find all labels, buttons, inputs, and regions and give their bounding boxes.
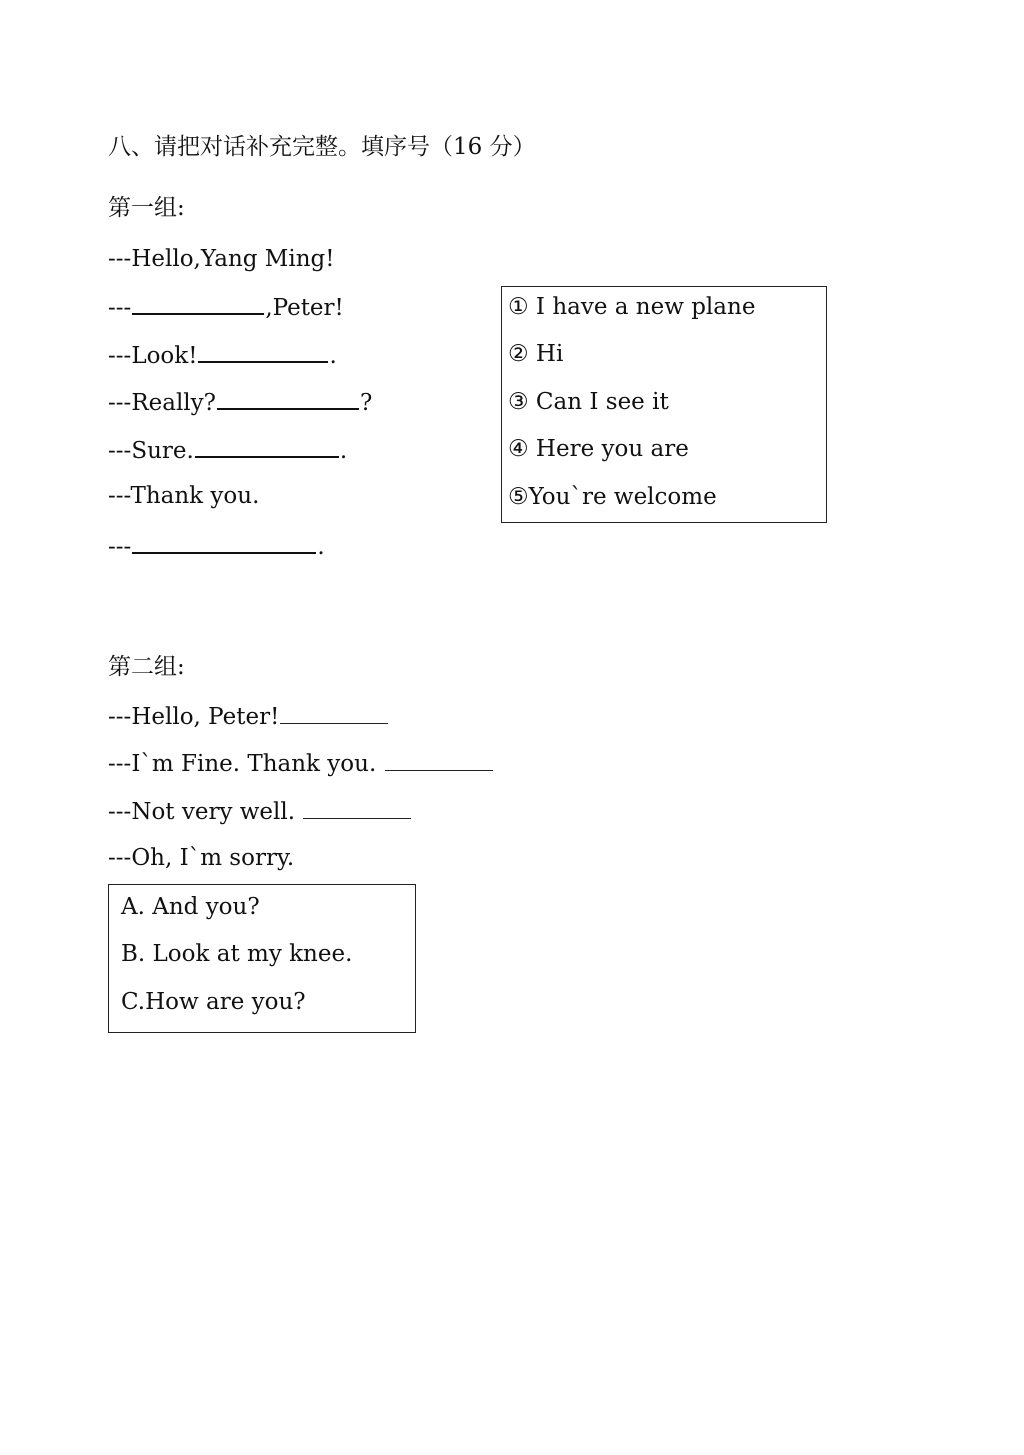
option-5: ⑤You`re welcome <box>508 484 717 510</box>
group1-line-7: --- . <box>108 530 325 562</box>
answer-blank[interactable] <box>198 339 328 363</box>
group1-line-5: ---Sure. . <box>108 434 347 466</box>
option-3: ③ Can I see it <box>508 389 669 415</box>
option-a: A. And you? <box>121 894 260 920</box>
option-1: ① I have a new plane <box>508 294 756 320</box>
group1-line-4: ---Really? ? <box>108 386 372 418</box>
group2-title: 第二组: <box>108 654 185 680</box>
answer-blank[interactable] <box>385 748 493 771</box>
group2-options-box <box>108 884 416 1033</box>
group2-line-1: ---Hello, Peter! <box>108 701 389 732</box>
group1-line-2: --- ,Peter! <box>108 291 344 323</box>
group2-line-4: ---Oh, I`m sorry. <box>108 845 295 871</box>
option-4: ④ Here you are <box>508 436 689 462</box>
group1-line-3: ---Look! . <box>108 339 337 371</box>
answer-blank[interactable] <box>195 434 339 458</box>
answer-blank[interactable] <box>132 530 316 554</box>
group2-line-3: ---Not very well. <box>108 796 412 827</box>
group2-line-2: ---I`m Fine. Thank you. <box>108 748 494 779</box>
group1-options-box <box>501 286 827 523</box>
option-c: C.How are you? <box>121 989 306 1015</box>
option-2: ② Hi <box>508 341 564 367</box>
answer-blank[interactable] <box>217 386 359 410</box>
section-heading: 八、请把对话补充完整。填序号（16 分） <box>108 134 536 160</box>
group1-title: 第一组: <box>108 195 185 221</box>
group1-line-1: ---Hello,Yang Ming! <box>108 246 335 272</box>
answer-blank[interactable] <box>280 701 388 724</box>
answer-blank[interactable] <box>132 291 264 315</box>
group1-line-6: ---Thank you. <box>108 483 260 509</box>
option-b: B. Look at my knee. <box>121 941 353 967</box>
answer-blank[interactable] <box>303 796 411 819</box>
